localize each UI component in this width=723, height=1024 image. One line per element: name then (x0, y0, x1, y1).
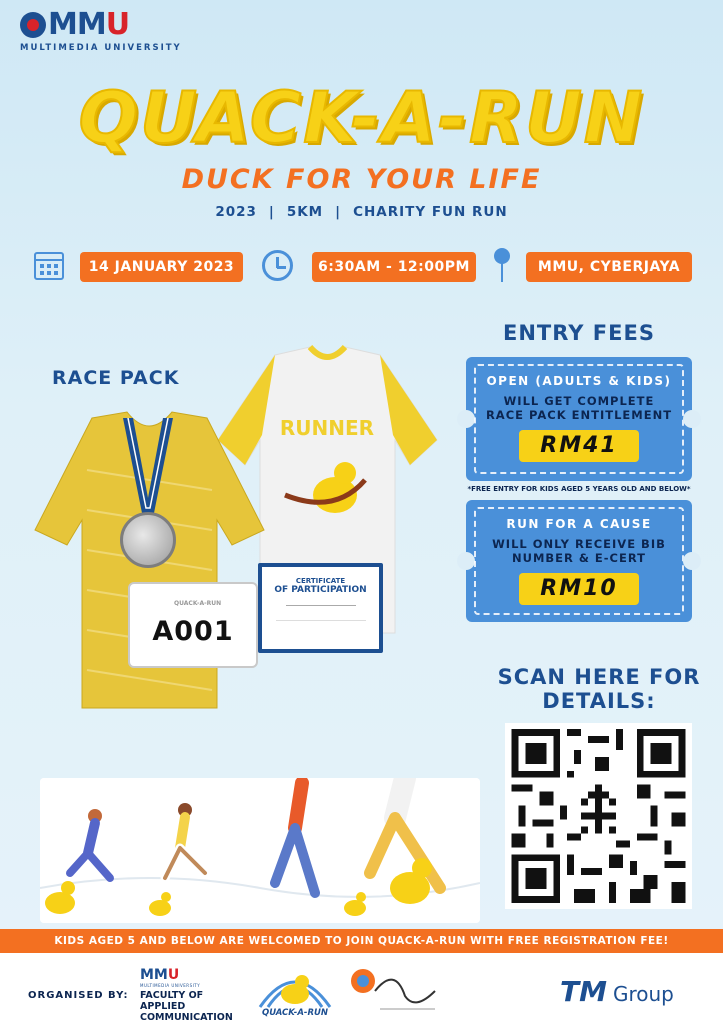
bib-logo: QUACK-A-RUN (174, 600, 222, 607)
scan-heading: SCAN HERE FOR DETAILS: (497, 665, 701, 713)
qr-code-pattern (511, 729, 686, 903)
calendar-icon (34, 252, 64, 280)
tm-group-logo (560, 975, 710, 1015)
ticket-open-category: OPEN (ADULTS & KIDS) (486, 374, 672, 388)
faculty-mmu-sub: MULTIMEDIA UNIVERSITY (140, 983, 201, 988)
mmu-logo-icon (20, 12, 46, 38)
event-meta: 2023 | 5KM | CHARITY FUN RUN (215, 204, 508, 220)
time-pill: 6:30AM - 12:00PM (312, 252, 476, 282)
certificate-title-2: OF PARTICIPATION (274, 585, 367, 595)
event-distance: 5KM (286, 204, 324, 220)
bib-number: A001 (152, 616, 234, 647)
free-entry-note: *FREE ENTRY FOR KIDS AGED 5 YEARS OLD AND BELOW* (467, 485, 691, 493)
mmu-logo (20, 7, 190, 62)
runners-illustration (40, 778, 480, 923)
ticket-cause (466, 500, 692, 622)
mmu-logo-subtitle: MULTIMEDIA UNIVERSITY (20, 43, 182, 53)
kids-free-banner: KIDS AGED 5 AND BELOW ARE WELCOMED TO JOIN QUACK-A-RUN WITH FREE REGISTRATION FEE! (0, 929, 723, 953)
mmu-logo-text: MMU (48, 7, 130, 42)
race-bib (128, 582, 258, 668)
ticket-open-price: RM41 (519, 430, 639, 462)
event-category: CHARITY FUN RUN (353, 204, 508, 220)
quack-a-run-logo (250, 962, 340, 1020)
date-pill: 14 JANUARY 2023 (80, 252, 243, 282)
location-pin-stem (501, 262, 503, 282)
organised-by-label: ORGANISED BY: (28, 990, 129, 1001)
certificate-image (258, 563, 383, 653)
event-title: QUACK-A-RUN (78, 77, 645, 159)
tm-group-text: Group (612, 982, 674, 1006)
faculty-name: FACULTY OF APPLIED COMMUNICATION (140, 990, 233, 1023)
qr-code[interactable] (505, 723, 692, 909)
ticket-open-description: WILL GET COMPLETE RACE PACK ENTITLEMENT (485, 394, 673, 422)
finisher-medal (120, 512, 176, 568)
entry-fees-heading: ENTRY FEES (503, 321, 655, 345)
venue-pill: MMU, CYBERJAYA (526, 252, 692, 282)
race-pack-heading: RACE PACK (52, 367, 180, 389)
certificate-title-1: CERTIFICATE (295, 577, 346, 585)
quack-a-run-logo-text: QUACK-A-RUN (261, 1008, 329, 1018)
event-year: 2023 (215, 204, 257, 220)
sponsor-logo (345, 961, 445, 1019)
faculty-mmu-mark: MMU (140, 967, 180, 983)
ticket-open (466, 357, 692, 481)
faculty-logo (140, 967, 240, 1023)
ticket-cause-category: RUN FOR A CAUSE (506, 517, 652, 531)
ticket-cause-description: WILL ONLY RECEIVE BIB NUMBER & E-CERT (492, 537, 666, 565)
event-tagline: DUCK FOR YOUR LIFE (181, 164, 542, 195)
clock-icon (262, 250, 293, 281)
shirt-runner-text: RUNNER (279, 416, 375, 440)
ticket-cause-price: RM10 (519, 573, 639, 605)
tm-mark: TM (560, 975, 607, 1008)
